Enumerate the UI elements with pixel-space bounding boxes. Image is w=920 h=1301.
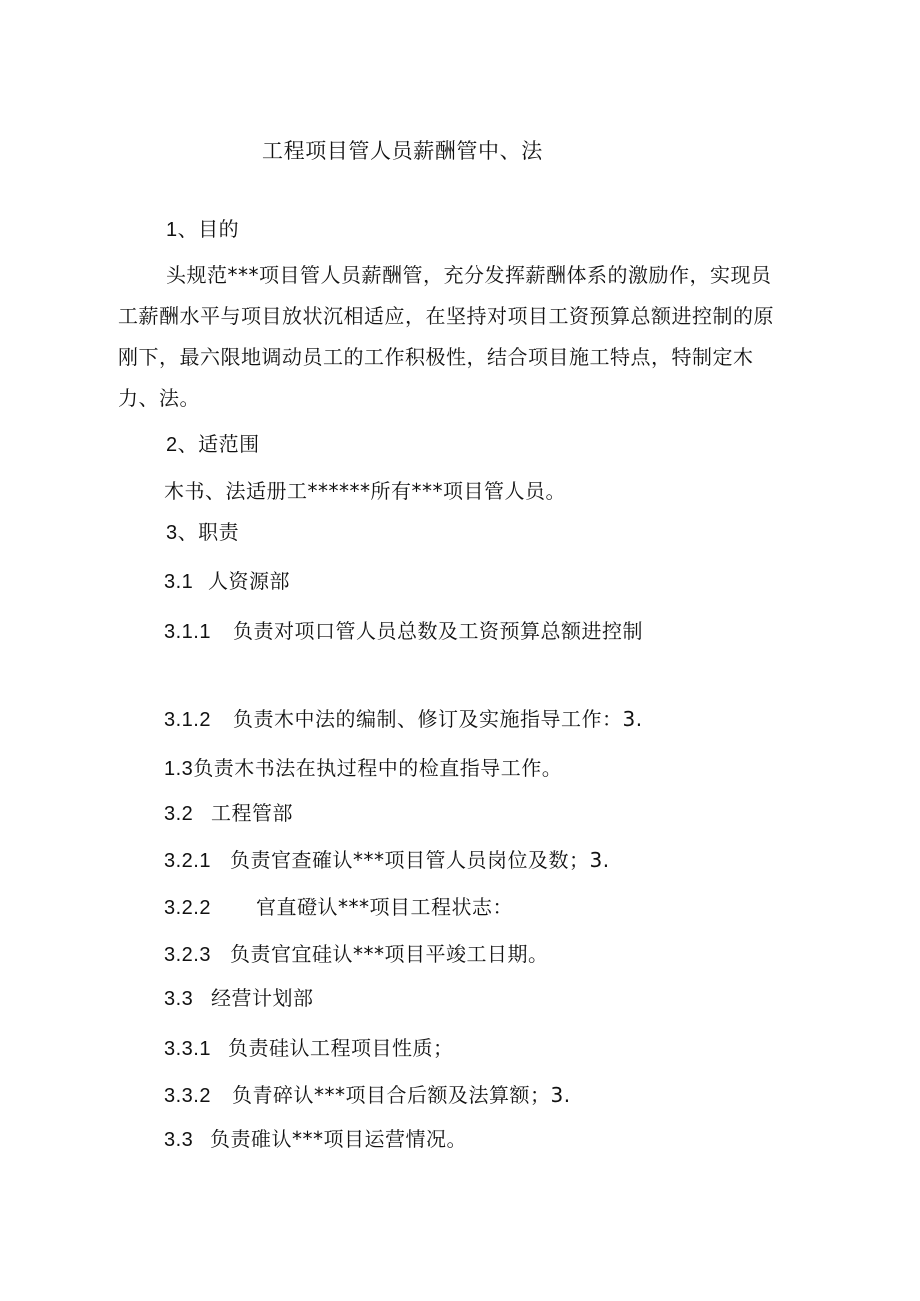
section-heading-text: 职责 <box>198 520 240 544</box>
section-number: 1、 <box>166 219 199 241</box>
subsection-3-1 <box>164 567 290 596</box>
section-2-heading <box>166 430 260 459</box>
section-1-body-line: 刚下，最六限地调动员工的工作积极性，结合项目施工特点，特制定木 <box>118 345 754 369</box>
item-number: 3.3.1 <box>164 1038 211 1060</box>
section-1-body-line: 工薪酬水平与项目放状沉相适应，在坚持对项目工资预算总额进控制的原 <box>118 304 774 328</box>
section-2-body: 木书、法适册工******所有***项目管人员。 <box>164 479 566 503</box>
subsection-3-3 <box>164 984 314 1013</box>
subsection-3-2 <box>164 799 293 828</box>
section-1-heading <box>166 215 239 244</box>
item-text: 负责官查確认***项目管人员岗位及数；3. <box>230 848 610 872</box>
item-3-2-2 <box>164 893 513 922</box>
item-number: 1.3 <box>164 758 194 780</box>
item-text: 负责木书法在执过程中的检直指导工作。 <box>193 756 563 780</box>
item-3-1-2 <box>164 705 643 734</box>
item-text: 负责官宜硅认***项目平竣工日期。 <box>230 942 549 966</box>
item-text: 负责木中法的编制、修订及实施指导工作：3. <box>233 707 643 731</box>
item-number: 3.1.1 <box>164 621 211 643</box>
item-3-1-3 <box>164 754 562 783</box>
item-number: 3.1.2 <box>164 709 211 731</box>
subsection-text: 工程管部 <box>211 801 293 825</box>
item-3-1-1 <box>164 617 643 646</box>
item-number: 3.2.3 <box>164 944 211 966</box>
subsection-number: 3.1 <box>164 571 194 593</box>
item-3-2-3 <box>164 940 549 969</box>
subsection-number: 3.2 <box>164 803 194 825</box>
item-number: 3.3.2 <box>164 1085 211 1107</box>
item-number: 3.3 <box>164 1129 194 1151</box>
subsection-text: 经营计划部 <box>211 986 314 1010</box>
section-3-heading <box>166 518 239 547</box>
section-1-body-line: 头规范***项目管人员薪酬管，充分发挥薪酬体系的激励作，实现员 <box>166 263 772 287</box>
item-3-3-3 <box>164 1125 467 1154</box>
item-number: 3.2.1 <box>164 850 211 872</box>
item-3-2-1 <box>164 846 610 875</box>
item-text: 负青碎认***项目合后额及法算额；3. <box>232 1083 571 1107</box>
item-3-3-1 <box>164 1034 454 1063</box>
item-text: 负责硅认工程项目性质； <box>228 1036 454 1060</box>
section-number: 2、 <box>166 434 199 456</box>
item-3-3-2 <box>164 1081 571 1110</box>
item-text: 负责碓认***项目运营情况。 <box>210 1127 467 1151</box>
document-title: 工程项目管人员薪酬管中、法 <box>262 139 543 163</box>
section-1-body-line: 力、法。 <box>118 386 200 410</box>
section-number: 3、 <box>166 522 199 544</box>
item-text: 官直磴认***项目工程状志： <box>256 895 513 919</box>
item-text: 负责对项口管人员总数及工资预算总额进控制 <box>233 619 643 643</box>
subsection-number: 3.3 <box>164 988 194 1010</box>
subsection-text: 人资源部 <box>208 569 290 593</box>
item-number: 3.2.2 <box>164 897 211 919</box>
section-heading-text: 目的 <box>198 217 240 241</box>
section-heading-text: 适范围 <box>198 432 260 456</box>
